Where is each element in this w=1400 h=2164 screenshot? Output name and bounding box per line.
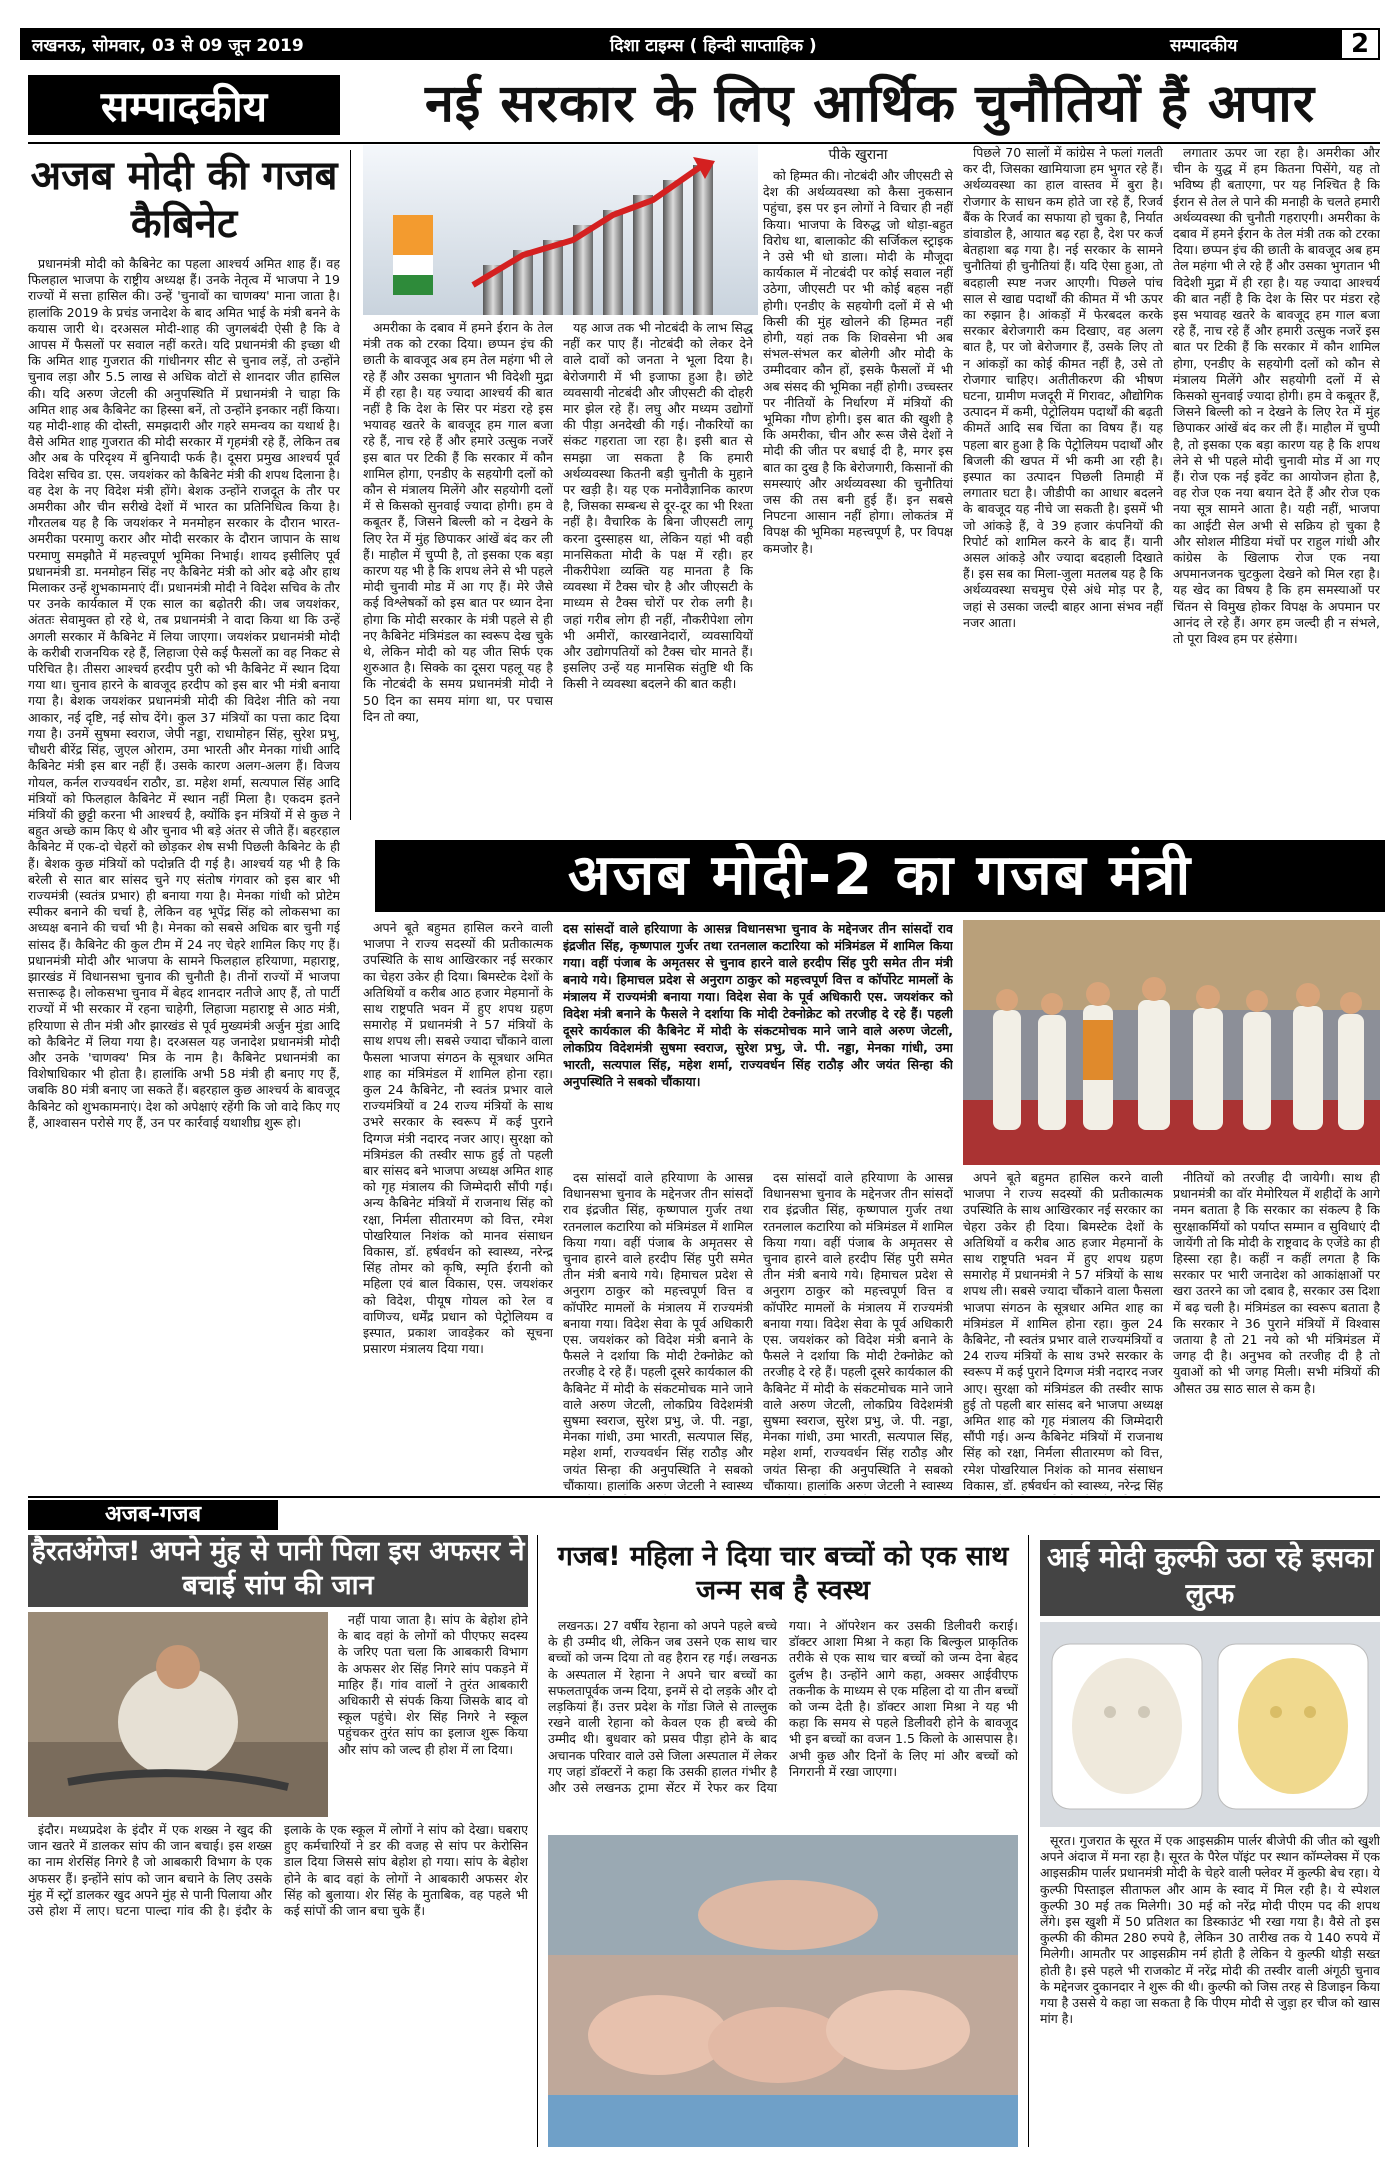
left-story-body bbox=[28, 256, 340, 1496]
main-story-text-3: को हिम्मत की। नोटबंदी और जीएसटी से देश की अर्थव्यवस्था को कैसा नुकसान पहुंचा, इस पर इन लोगों ने विचार ही नहीं किया। भाजपा के विरुद्ध जो थोड़ा-बहुत विरोध था, बालाकोट की सर्जिकल स्ट्राइक ने उसे भी धो डाला। मोदी के मौजूदा कार्यकाल में नोटबंदी पर कोई सवाल नहीं उठेगा, जीएसटी पर भी कोई बहस नहीं होगी। एनडीए के सहयोगी दलों में से भी किसी की मुंह खोलने की हिम्मत नहीं होगी, यहां तक कि शिवसेना भी अब संभल-संभल कर बोलेगी और मोदी के उम्मीदवार कौन हों, इसके फैसलों में भी अब संसद की भूमिका नहीं होगी। उच्चस्तर पर नीतियों के निर्धारण में मंत्रियों की भूमिका गौण होगी। इस बात की खुशी है कि अमरीका, चीन और रूस जैसे देशों ने मोदी की जीत पर बधाई दी है, मगर इस बात का दुख है कि बेरोजगारी, किसानों की समस्याएं और अर्थव्यवस्था की चुनौतियां जस की तस बनी हुई हैं। इन सबसे निपटना आसान नहीं होगा। लोकतंत्र में विपक्ष की भूमिका महत्त्वपूर्ण है, पर विपक्ष कमजोर है। bbox=[763, 168, 953, 556]
rising-bars-illustration bbox=[363, 145, 758, 315]
mantri-story-col-3 bbox=[763, 1170, 953, 1495]
main-story-col-1 bbox=[363, 320, 553, 830]
section-name: सम्पादकीय bbox=[1170, 36, 1238, 56]
kulfi-story-body bbox=[1040, 1833, 1380, 2147]
mantri-text-4: अपने बूते बहुमत हासिल करने वाली भाजपा ने राज्य सदस्यों की प्रतीकात्मक उपस्थिति के साथ आखिरकार नई सरकार का चेहरा उकेर ही दिया। बिमस्टेक देशों के अतिथियों व करीब आठ हजार मेहमानों के साथ राष्ट्रपति भवन में हुए शपथ ग्रहण समारोह में प्रधानमंत्री ने 57 मंत्रियों के साथ शपथ ली। सबसे ज्यादा चौंकाने वाला फैसला भाजपा संगठन के सूत्रधार अमित शाह का मंत्रिमंडल में शामिल होना रहा। कुल 24 कैबिनेट, नौ स्वतंत्र प्रभार वाले राज्यमंत्रियों व 24 राज्य मंत्रियों के साथ उभरे सरकार के स्वरूप में कई पुराने दिग्गज मंत्री नदारद नजर आए। सुरक्षा को मंत्रिमंडल की तस्वीर साफ हुई तो पहली बार सांसद बने भाजपा अध्यक्ष अमित शाह को गृह मंत्रालय की जिम्मेदारी सौंपी गई। अन्य कैबिनेट मंत्रियों में राजनाथ सिंह को रक्षा, निर्मला सीतारमण को वित्त, रमेश पोखरियाल निशंक को मानव संसाधन विकास, डॉ. हर्षवर्धन को स्वास्थ्य, नरेन्द्र सिंह bbox=[963, 1170, 1163, 1493]
newborns-photo bbox=[548, 1835, 1018, 2147]
snake-story-body bbox=[28, 1822, 528, 2147]
kulfi-illustration bbox=[1040, 1622, 1380, 1827]
mantri-story-col-1 bbox=[363, 920, 553, 1495]
mantri-banner: अजब मोदी-2 का गजब मंत्री bbox=[375, 840, 1385, 912]
ajab-gajab-label: अजब-गजब bbox=[28, 1500, 278, 1530]
issue-date: लखनऊ, सोमवार, 03 से 09 जून 2019 bbox=[32, 36, 304, 56]
main-story-text-1: अमरीका के दबाव में हमने ईरान के तेल मंत्री तक को टरका दिया। छप्पन इंच की छाती के बावजूद अब हम तेल महंगा भी ले रहे हैं और उसका भुगतान भी विदेशी मुद्रा में ही रहा है। यह ज्यादा आश्चर्य की बात नहीं है कि देश के सिर पर मंडरा रहे इस भयावह खतरे के बावजूद हम गाल बजा रहे हैं, नाच रहे हैं और हमारे उत्सुक नजरें इस बात पर टिकी हैं कि सरकार में कौन शामिल होगा, एनडीए के सहयोगी दलों को कौन से मंत्रालय मिलेंगे और सहयोगी दलों में से किसको सुनवाई ज्यादा होगी। हम वे कबूतर हैं, जिसने बिल्ली को न देखने के लिए रेत में मुंह छिपाकर आंखें बंद कर ली हैं। माहौल में चुप्पी है, तो इसका एक बड़ा कारण यह भी है कि शपथ लेने से भी पहले मोदी चुनावी मोड में आ गए हैं। मेरे जैसे कई विश्लेषकों को इस बात पर ध्यान देना होगा कि मोदी सरकार के मंत्री पहले से ही नए कैबिनेट मंत्रिमंडल का स्वरूप देख चुके थे, लेकिन मोदी को यह जीत सिर्फ एक शुरुआत है। सिक्के का दूसरा पहलू यह है कि नोटबंदी के समय प्रधानमंत्री मोदी ने 50 दिन का समय मांगा था, पर पचास दिन तो क्या, bbox=[363, 320, 553, 724]
women-story-body bbox=[548, 1618, 1018, 1830]
mantri-text-5: नीतियों को तरजीह दी जायेगी। साथ ही प्रधानमंत्री का वॉर मेमोरियल में शहीदों के आगे नमन बताता है कि सरकार का संकल्प है कि सुरक्षाकर्मियों को पर्याप्त सम्मान व सुविधाएं दी जायेंगी तो कि मोदी के राष्ट्रवाद के एजेंडे का ही हिस्सा रहा है। कहीं न कहीं लगता है कि सरकार पर भारी जनादेश को आकांक्षाओं पर खरा उतरने का जो दबाव है, सरकार उस दिशा में बढ़ चली है। मंत्रिमंडल का स्वरूप बताता है कि सरकार ने 36 पुराने मंत्रियों में विश्वास जताया है तो 21 नये को भी मंत्रिमंडल में जगह दी है। अनुभव को तरजीह दी है तो युवाओं को भी जगह मिली। सभी मंत्रियों की औसत उम्र साठ साल से कम है। bbox=[1173, 1170, 1380, 1396]
page-number: 2 bbox=[1340, 28, 1380, 60]
left-story-text: प्रधानमंत्री मोदी को कैबिनेट का पहला आश्चर्य अमित शाह हैं। वह फिलहाल भाजपा के राष्ट्रीय अध्यक्ष हैं। उनके नेतृत्व में भाजपा ने 19 राज्यों में सत्ता हासिल की। उन्हें 'चुनावों का चाणक्य' माना जाता है। हालांकि 2019 के प्रचंड जनादेश के बाद अमित भाई के मंत्री बनने के कयास जारी थे। दरअसल मोदी-शाह की जुगलबंदी ऐसी है कि वे आपस में फैसलों पर सवाल नहीं करते। यदि प्रधानमंत्री की इच्छा थी कि अमित शाह गुजरात की गांधीनगर सीट से चुनाव लड़ें, तो उन्होंने चुनाव लड़ा और 5.5 लाख से अधिक वोटों से शानदार जीत हासिल की। यदि अरुण जेटली की अनुपस्थिति में प्रधानमंत्री ने चाहा कि अमित शाह अब कैबिनेट का हिस्सा बनें, तो उन्होंने इनकार नहीं किया। यह मोदी-शाह की दोस्ती, समझदारी और गहरे समन्वय का यथार्थ है। वैसे अमित शाह गुजरात की मोदी सरकार में गृहमंत्री रहे हैं, लेकिन तब और अब के परिदृश्य में बुनियादी फर्क है। दूसरा प्रमुख आश्चर्य पूर्व विदेश सचिव डा. एस. जयशंकर को कैबिनेट मंत्री की शपथ दिलाना है। वह देश के नए विदेश मंत्री होंगे। बेशक उन्होंने राजदूत के तौर पर अमरीका और चीन सरीखे देशों में भारत का प्रतिनिधित्व किया है। गौरतलब यह है कि जयशंकर ने मनमोहन सरकार के दौरान भारत-अमरीका परमाणु करार और मोदी सरकार के दौरान जापान के साथ परमाणु समझौते में महत्त्वपूर्ण भूमिका निभाई। शायद इसीलिए पूर्व प्रधानमंत्री डा. मनमोहन सिंह नए कैबिनेट मंत्री को ओर बढ़े और हाथ मिलाकर उन्हें शुभकामनाएं दीं। प्रधानमंत्री मोदी ने विदेश सचिव के तौर पर उनके कार्यकाल में एक साल का बढ़ोतरी की। जब जयशंकर, अंततः सेवामुक्त हो रहे थे, तब प्रधानमंत्री ने वादा किया था कि उन्हें अगली सरकार में कैबिनेट में लिया जाएगा। जयशंकर प्रधानमंत्री मोदी के करीबी राजनयिक रहे हैं, लिहाजा ऐसे कई फैसलों का वह निकट से परिचित है। तीसरा आश्चर्य हरदीप पुरी को भी कैबिनेट में स्थान दिया गया था। चुनाव हारने के बावजूद हरदीप को इस बार भी मंत्री बनाया गया है। बेशक जयशंकर प्रधानमंत्री मोदी की विदेश नीति को नया आकार, नई दृष्टि, नई सोच देंगे। कुल 37 मंत्रियों का पत्ता काट दिया गया है। उनमें सुषमा स्वराज, जेपी नड्डा, राधामोहन सिंह, सुरेश प्रभु, चौधरी बीरेंद्र सिंह, जुएल ओराम, उमा भारती और मेनका गांधी आदि कैबिनेट मंत्री इस बार नहीं हैं। उसके कारण अलग-अलग हैं। विजय गोयल, कर्नल राज्यवर्धन राठौर, डा. महेश शर्मा, सत्यपाल सिंह आदि मंत्रियों को फिलहाल कैबिनेट में स्थान नहीं मिला है। एकदम इतने मंत्रियों की छुट्टी करना भी आश्चर्य है, क्योंकि इन मंत्रियों में से कुछ ने बहुत अच्छे काम किए थे और चुनाव भी बड़े अंतर से जीते हैं। बहरहाल कैबिनेट में एक-दो चेहरों को छोड़कर शेष सभी पिछली कैबिनेट के ही हैं। बेशक कुछ मंत्रियों को पदोन्नति दी गई है। आश्चर्य यह भी है कि बरेली से सात बार सांसद चुने गए संतोष गंगवार को इस बार भी राज्यमंत्री (स्वतंत्र प्रभार) ही बनाया गया है। मेनका गांधी को प्रोटेम स्पीकर बनाने की चर्चा है, लेकिन वह भूपेंद्र सिंह को लोकसभा का अध्यक्ष बनाने की चर्चा भी है। मेनका को सबसे अधिक बार चुनी गई सांसद हैं। कैबिनेट की कुल टीम में 24 नए चेहरे शामिल किए गए हैं। प्रधानमंत्री मोदी और भाजपा के सामने फिलहाल हरियाणा, महाराष्ट्र, झारखंड में विधानसभा चुनाव की चुनौती है। तीनों राज्यों में भाजपा सत्तारूढ़ है। लोकसभा चुनाव में बेहद शानदार नतीजे आए हैं, तो पार्टी राज्यों में भी सरकार में रहना चाहेगी, लिहाजा महाराष्ट्र से आठ मंत्री, हरियाणा से तीन मंत्री और झारखंड से पूर्व मुख्यमंत्री अर्जुन मुंडा आदि को कैबिनेट में लिया गया है। दरअसल यह जनादेश प्रधानमंत्री मोदी और उनके 'चाणक्य' मित्र के नाम है। कैबिनेट प्रधानमंत्री का विशेषाधिकार भी होता है। हालांकि अभी 58 मंत्री ही बनाए गए हैं, जबकि 80 मंत्री बनाए जा सकते हैं। बहरहाल कुछ आश्चर्य के बावजूद कैबिनेट को शुभकामनाएं। देश को अपेक्षाएं रहेंगी कि जो वादे किए गए हैं, आश्वासन परोसे गए हैं, उन पर कार्रवाई यथाशीघ्र शुरू हो। bbox=[28, 256, 340, 1130]
main-story-col-4 bbox=[963, 145, 1163, 830]
editorial-label: सम्पादकीय bbox=[28, 75, 340, 135]
left-story-title: अजब मोदी की गजब कैबिनेट bbox=[30, 153, 338, 247]
main-story-text-2: यह आज तक भी नोटबंदी के लाभ सिद्ध नहीं कर पाए हैं। नोटबंदी को लेकर देने वाले दावों को जनता ने भूला दिया है। बेरोजगारी में भी इजाफा हुआ है। छोटे व्यवसायी नोटबंदी और जीएसटी की दोहरी मार झेल रहे हैं। लघु और मध्यम उद्योगों की पीड़ा अनदेखी की गई। नौकरियों का संकट गहराता जा रहा है। इसी बात से समझा जा सकता है कि हमारी अर्थव्यवस्था कितनी बड़ी चुनौती के मुहाने पर खड़ी है। यह एक मनोवैज्ञानिक कारण है, जिसका सम्बन्ध से दूर-दूर का भी रिश्ता नहीं है। वैचारिक के बिना जीएसटी लागू करना दुस्साहस था, लेकिन यहां भी वही मानसिकता मोदी के पक्ष में रही। हर नीकरीपेशा व्यक्ति यह मानता है कि व्यवस्था में टैक्स चोर है और जीएसटी के माध्यम से टैक्स चोरों पर रोक लगी है। जहां गरीब लोग ही नहीं, नौकरीपेशा लोग भी अमीरों, कारखानेदारों, व्यवसायियों और उद्योगपतियों को टैक्स चोर मानते हैं। इसलिए उन्हें यह मानसिक संतुष्टि थी कि किसी ने व्यवस्था बदलने की बात कही। bbox=[563, 320, 753, 692]
top-bar bbox=[20, 28, 1380, 60]
byline: पीके खुराना bbox=[828, 147, 888, 163]
paper-name: दिशा टाइम्स ( हिन्दी साप्ताहिक ) bbox=[610, 36, 817, 56]
economy-chart-image bbox=[363, 145, 758, 315]
mantri-text-2: दस सांसदों वाले हरियाणा के आसन्न विधानसभा चुनाव के मद्देनजर तीन सांसदों राव इंद्रजीत सिंह, कृष्णपाल गुर्जर तथा रतनलाल कटारिया को मंत्रिमंडल में शामिल किया गया। वहीं पंजाब के अमृतसर से चुनाव हारने वाले हरदीप सिंह पुरी समेत तीन मंत्री बनाये गये। हिमाचल प्रदेश से अनुराग ठाकुर को महत्त्वपूर्ण वित्त व कॉर्पोरेट मामलों के मंत्रालय में राज्यमंत्री बनाया गया। विदेश सेवा के पूर्व अधिकारी एस. जयशंकर को विदेश मंत्री बनाने के फैसले ने दर्शाया कि मोदी टेक्नोक्रेट को तरजीह दे रहे हैं। पहली दूसरे कार्यकाल की कैबिनेट में मोदी के संकटमोचक माने जाने वाले अरुण जेटली, लोकप्रिय विदेशमंत्री सुषमा स्वराज, सुरेश प्रभु, जे. पी. नड्डा, मेनका गांधी, उमा भारती, सत्यपाल सिंह, महेश शर्मा, राज्यवर्धन सिंह राठौड़ और जयंत सिन्हा की अनुपस्थिति ने सबको चौंकाया। हालांकि अरुण जेटली ने स्वास्थ्य bbox=[563, 1170, 753, 1493]
snake-rescue-photo bbox=[28, 1612, 328, 1817]
mantri-text-3: दस सांसदों वाले हरियाणा के आसन्न विधानसभा चुनाव के मद्देनजर तीन सांसदों राव इंद्रजीत सिंह, कृष्णपाल गुर्जर तथा रतनलाल कटारिया को मंत्रिमंडल में शामिल किया गया। वहीं पंजाब के अमृतसर से चुनाव हारने वाले हरदीप सिंह पुरी समेत तीन मंत्री बनाये गये। हिमाचल प्रदेश से अनुराग ठाकुर को महत्त्वपूर्ण वित्त व कॉर्पोरेट मामलों के मंत्रालय में राज्यमंत्री बनाया गया। विदेश सेवा के पूर्व अधिकारी एस. जयशंकर को विदेश मंत्री बनाने के फैसले ने दर्शाया कि मोदी टेक्नोक्रेट को तरजीह दे रहे हैं। पहली दूसरे कार्यकाल की कैबिनेट में मोदी के संकटमोचक माने जाने वाले अरुण जेटली, लोकप्रिय विदेशमंत्री सुषमा स्वराज, सुरेश प्रभु, जे. पी. नड्डा, मेनका गांधी, उमा भारती, सत्यपाल सिंह, महेश शर्मा, राज्यवर्धन सिंह राठौड़ और जयंत सिन्हा की अनुपस्थिति ने सबको चौंकाया। हालांकि अरुण जेटली ने स्वास्थ्य bbox=[763, 1170, 953, 1493]
main-story-col-3 bbox=[763, 168, 953, 830]
snake-photo-illustration bbox=[28, 1612, 328, 1817]
women-body-text: लखनऊ। 27 वर्षीय रेहाना को अपने पहले बच्चे के ही उम्मीद थी, लेकिन जब उसने एक साथ चार बच्चों को जन्म दिया तो वह हैरान रह गई। लखनऊ के अस्पताल में रेहाना ने अपने चार बच्चों का सफलतापूर्वक जन्म दिया, इनमें से दो लड़के और दो लड़कियां हैं। उत्तर प्रदेश के गोंडा जिले से ताल्लुक रखने वाली रेहाना को केवल एक ही बच्चे की उम्मीद थी। बुधवार को प्रसव पीड़ा होने के बाद अचानक परिवार वाले उसे जिला अस्पताल में लेकर गए जहां डॉक्टरों ने कहा कि उसकी हालत गंभीर है और उसे लखनऊ ट्रामा सेंटर में रेफर कर दिया गया। ने ऑपरेशन कर उसकी डिलीवरी कराई। डॉक्टर आशा मिश्रा ने कहा कि बिल्कुल प्राकृतिक तरीके से एक साथ चार बच्चों को जन्म देना बेहद दुर्लभ है। उन्होंने आगे कहा, अक्सर आईवीएफ तकनीक के माध्यम से एक महिला दो या तीन बच्चों को जन्म देती है। डॉक्टर आशा मिश्रा ने यह भी कहा कि समय से पहले डिलीवरी होने के बावजूद भी इन बच्चों का वजन 1.5 किलो के आसपास है। अभी कुछ और दिनों के लिए मां और बच्चों को निगरानी में रखा जाएगा। bbox=[548, 1618, 1018, 1796]
main-headline: नई सरकार के लिए आर्थिक चुनौतियों हैं अपार bbox=[424, 74, 1316, 134]
main-story-text-4: पिछले 70 सालों में कांग्रेस ने फलां गलती कर दी, जिसका खामियाजा हम भुगत रहे हैं। अर्थव्यवस्था का हाल वास्तव में बुरा है। रोजगार के साधन कम होते जा रहे हैं, रिजर्व बैंक के रिजर्व का सफाया हो चुका है, निर्यात डांवाडोल है, आयात बढ़ रहा है, देश पर कर्ज बेतहाशा बढ़ गया है। नई सरकार के सामने चुनौतियां ही चुनौतियां हैं। यदि ऐसा हुआ, तो बदहाली स्पष्ट नजर आएगी। पिछले पांच साल से खाद्य पदार्थों की कीमत में भी ऊपर का रुझान है। आंकड़ों में फेरबदल करके सरकार बेरोजगारी कम दिखाए, वह अलग बात है, पर जो बेरोजगार हैं, उसके लिए तो न आंकड़ों का कोई कीमत नहीं है, उसे तो रोजगार चाहिए। अतीतीकरण की भीषण घटना, ग्रामीण मजदूरी में गिरावट, औद्योगिक उत्पादन में कमी, पेट्रोलियम पदार्थों की बढ़ती कीमतें आदि सब चिंता का विषय हैं। यह पहला बार हुआ है कि पेट्रोलियम पदार्थों और बिजली की खपत में भी कमी आ रही है। इस्पात का उत्पादन पिछली तिमाही में लगातार घटा है। जीडीपी का आधार बदलने के बावजूद यह नीचे जा सकती है। इसमें भी जो आंकड़े हैं, वे 39 हजार कंपनियों की रिपोर्ट को शामिल करने के बाद हैं। यानी असल आंकड़े और ज्यादा बदहाली दिखाते हैं। इस सब का मिला-जुला मतलब यह है कि अर्थव्यवस्था सचमुच ऐसे अंधे मोड़ पर है, जहां से उसका जल्दी बाहर आना संभव नहीं नजर आता। bbox=[963, 145, 1163, 630]
mantri-story-col-4 bbox=[963, 1170, 1163, 1495]
snake-side-text: नहीं पाया जाता है। सांप के बेहोश होने के बाद वहां के लोगों को पीएफए सदस्य के जरिए पता चला कि आबकारी विभाग के अफसर शेर सिंह निगरे सांप पकड़ने में माहिर हैं। गांव वालों ने तुरंत आबकारी अधिकारी से संपर्क किया जिसके बाद वो स्कूल पहुंचे। शेर सिंह निगरे ने स्कूल पहुंचकर तुरंत सांप का इलाज शुरू किया और सांप को जल्द ही होश में ला दिया। bbox=[338, 1612, 528, 1757]
main-story-col-2 bbox=[563, 320, 753, 830]
ceremony-illustration bbox=[963, 920, 1380, 1165]
kulfi-story-title: आई मोदी कुल्फी उठा रहे इसका लुत्फ bbox=[1040, 1540, 1380, 1616]
kulfi-body-text: सूरत। गुजरात के सूरत में एक आइसक्रीम पार्लर बीजेपी की जीत को खुशी अपने अंदाज में मना रहा है। सूरत के पैरेल पॉइंट पर स्थान कॉम्प्लेक्स में एक आइसक्रीम पार्लर प्रधानमंत्री मोदी के चेहरे वाली फ्लेवर में कुल्फी बेच रहा। ये कुल्फी पिस्ताइल सीताफल और आम के स्वाद में मिल रही है। ये स्पेशल कुल्फी 30 मई तक मिलेगी। 30 मई को नरेंद्र मोदी पीएम पद की शपथ लेंगे। इस खुशी में 50 प्रतिशत का डिस्काउंट भी रखा गया है। वैसे तो इस कुल्फी की कीमत 280 रुपये है, लेकिन 30 तारीख तक ये 140 रुपये में मिलेगी। आमतौर पर आइसक्रीम नर्म होती है लेकिन ये कुल्फी थोड़ी सख्त होती है। इसे पहले भी राजकोट में नरेंद्र मोदी की तस्वीर वाली अंगूठी चुनाव के मद्देनजर दुकानदार ने शुरू की थी। कुल्फी को जिस तरह से डिजाइन किया गया है उससे ये कहा जा सकता है कि पीएम मोदी से जुड़ा हर चीज को खास मांग है। bbox=[1040, 1833, 1380, 2027]
modi-kulfi-photo bbox=[1040, 1622, 1380, 1827]
column-divider-3 bbox=[1028, 1535, 1029, 2147]
main-story-col-5 bbox=[1173, 145, 1380, 830]
main-story-text-5: लगातार ऊपर जा रहा है। अमरीका और चीन के युद्ध में हम कितना पिसेंगे, यह तो भविष्य ही बताएगा, पर यह निश्चित है कि ईरान से तेल ले पाने की मनाही के चलते हमारी अर्थव्यवस्था की चुनौती गहराएगी। अमरीका के दबाव में हमने ईरान के तेल मंत्री तक को टरका दिया। छप्पन इंच की छाती के बावजूद अब हम तेल महंगा भी ले रहे हैं और उसका भुगतान भी विदेशी मुद्रा में ही रहा है। यह ज्यादा आश्चर्य की बात नहीं है कि देश के सिर पर मंडरा रहे इस भयावह खतरे के बावजूद हम गाल बजा रहे हैं, नाच रहे हैं और हमारी उत्सुक नजरें इस बात पर टिकी हैं कि सरकार में कौन शामिल होगा, एनडीए के सहयोगी दलों को कौन से मंत्रालय मिलेंगे और सहयोगी दलों में से किसको सुनवाई ज्यादा होगी। हम वे कबूतर हैं, जिसने बिल्ली को न देखने के लिए रेत में मुंह छिपाकर आंखें बंद कर ली हैं। माहौल में चुप्पी है, तो इसका एक बड़ा कारण यह है कि शपथ लेने से भी पहले मोदी चुनावी मोड में आ गए हैं। रोज एक नई इवेंट का आयोजन होता है, वह रोज एक नया बयान देते हैं और रोज एक नया सूत्र सामने आता है। यही नहीं, भाजपा का आईटी सेल अभी से सक्रिय हो चुका है और सोशल मीडिया मंचों पर राहुल गांधी और कांग्रेस के खिलाफ रोज एक नया अपमानजनक चुटकुला देखने को मिल रहा है। यह खेद का विषय है कि हम समस्याओं पर चिंतन से विमुख होकर विपक्ष के अपमान पर आनंद ले रहे हैं। अगर हम जल्दी ही न संभले, तो पूरा विश्व हम पर हंसेगा। bbox=[1173, 145, 1380, 647]
women-story-title: गजब! महिला ने दिया चार बच्चों को एक साथ जन्म सब है स्वस्थ bbox=[557, 1541, 1009, 1606]
mantri-photo-caption: दस सांसदों वाले हरियाणा के आसन्न विधानसभा चुनाव के मद्देनजर तीन सांसदों राव इंद्रजीत सिंह, कृष्णपाल गुर्जर तथा रतनलाल कटारिया को मंत्रिमंडल में शामिल किया गया। वहीं पंजाब के अमृतसर से चुनाव हारने वाले हरदीप सिंह पुरी समेत तीन मंत्री बनाये गये। हिमाचल प्रदेश से अनुराग ठाकुर को महत्त्वपूर्ण वित्त व कॉर्पोरेट मामलों के मंत्रालय में राज्यमंत्री बनाया गया। विदेश सेवा के पूर्व अधिकारी एस. जयशंकर को विदेश मंत्री बनाने के फैसले ने दर्शाया कि मोदी टेक्नोक्रेट को तरजीह दे रहे हैं। पहली दूसरे कार्यकाल की कैबिनेट में मोदी के संकटमोचक माने जाने वाले अरुण जेटली, लोकप्रिय विदेशमंत्री सुषमा स्वराज, सुरेश प्रभु, जे. पी. नड्डा, मेनका गांधी, उमा भारती, सत्यपाल सिंह, महेश शर्मा, राज्यवर्धन सिंह राठौड़ और जयंत सिन्हा की अनुपस्थिति ने सबको चौंकाया। bbox=[563, 921, 953, 1089]
section-divider bbox=[28, 1496, 1380, 1498]
mantri-story-col-2 bbox=[563, 1170, 753, 1495]
column-divider bbox=[350, 150, 351, 820]
newborns-illustration bbox=[548, 1835, 1018, 2147]
snake-body-text: इंदौर। मध्यप्रदेश के इंदौर में एक शख्स ने खुद की जान खतरे में डालकर सांप की जान बचाई। इस शख्स का नाम शेरसिंह निगरे है जो आबकारी विभाग के एक अफसर हैं। इन्होंने सांप को जान बचाने के लिए उसके मुंह में स्ट्रॉ डालकर खुद अपने मुंह से पानी पिलाया और उसे होश में लाए। घटना पाल्दा गांव की है। इंदौर के इलाके के एक स्कूल में लोगों ने सांप को देखा। घबराए हुए कर्मचारियों ने डर की वजह से सांप पर केरोसिन डाल दिया जिससे सांप बेहोश हो गया। सांप के बेहोश होने के बाद वहां के लोगों ने आबकारी अफसर शेर सिंह को बुलाया। शेर सिंह के मुताबिक, वह पहले भी कई सांपों की जान बचा चुके हैं। bbox=[28, 1822, 528, 1919]
mantri-text-1: अपने बूते बहुमत हासिल करने वाली भाजपा ने राज्य सदस्यों की प्रतीकात्मक उपस्थिति के साथ आखिरकार नई सरकार का चेहरा उकेर ही दिया। बिमस्टेक देशों के अतिथियों व करीब आठ हजार मेहमानों के साथ राष्ट्रपति भवन में हुए शपथ ग्रहण समारोह में प्रधानमंत्री ने 57 मंत्रियों के साथ शपथ ली। सबसे ज्यादा चौंकाने वाला फैसला भाजपा संगठन के सूत्रधार अमित शाह का मंत्रिमंडल में शामिल होना रहा। कुल 24 कैबिनेट, नौ स्वतंत्र प्रभार वाले राज्यमंत्रियों व 24 राज्य मंत्रियों के साथ उभरे सरकार के स्वरूप में कई पुराने दिग्गज मंत्री नदारद नजर आए। सुरक्षा को मंत्रिमंडल की तस्वीर साफ हुई तो पहली बार सांसद बने भाजपा अध्यक्ष अमित शाह को गृह मंत्रालय की जिम्मेदारी सौंपी गई। अन्य कैबिनेट मंत्रियों में राजनाथ सिंह को रक्षा, निर्मला सीतारमण को वित्त, रमेश पोखरियाल निशंक को मानव संसाधन विकास, डॉ. हर्षवर्धन को स्वास्थ्य, नरेन्द्र सिंह तोमर को कृषि, स्मृति ईरानी को महिला एवं बाल विकास, एस. जयशंकर को विदेश, पीयूष गोयल को रेल व वाणिज्य, धर्मेंद्र प्रधान को पेट्रोलियम व इस्पात, प्रकाश जावड़ेकर को सूचना प्रसारण मंत्रालय दिया गया। bbox=[363, 920, 553, 1357]
column-divider-2 bbox=[537, 1535, 538, 2147]
swearing-in-photo bbox=[963, 920, 1380, 1165]
mantri-story-col-5 bbox=[1173, 1170, 1380, 1495]
snake-story-title: हैरतअंगेज! अपने मुंह से पानी पिला इस अफसर ने बचाई सांप की जान bbox=[28, 1535, 528, 1607]
snake-story-side bbox=[338, 1612, 528, 1817]
header-divider bbox=[28, 142, 1380, 144]
